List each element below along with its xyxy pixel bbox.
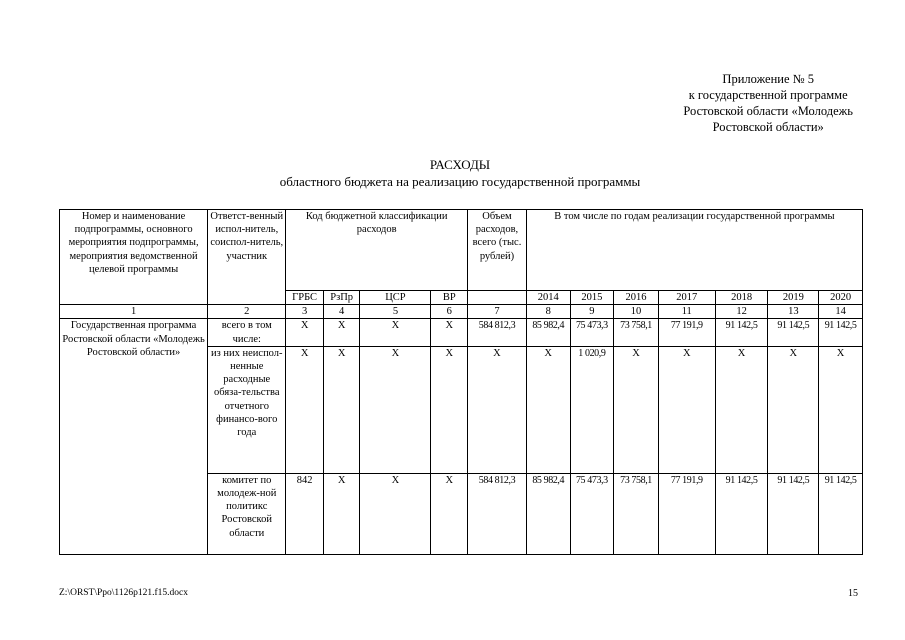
cell-rzpr: Х (323, 319, 360, 346)
table-row (60, 319, 863, 346)
document-title (0, 156, 905, 190)
appendix-line: к государственной программе (688, 88, 848, 102)
cell-csr: Х (360, 319, 431, 346)
col-number: 9 (570, 305, 614, 319)
col-number: 3 (286, 305, 324, 319)
cell-2016: 73 758,1 (614, 473, 659, 554)
row-responsible: комитет по молодеж-ной политикс Ростовской области (208, 473, 286, 554)
cell-2016: 73 758,1 (614, 319, 659, 346)
cell-grbs: 842 (286, 473, 324, 554)
header-name: Номер и наименование подпрограммы, основного мероприятия подпрограммы, мероприятия ведомственной целевой программы (60, 210, 208, 305)
cell-vr: Х (431, 319, 468, 346)
col-number: 5 (360, 305, 431, 319)
cell-2018: 91 142,5 (715, 319, 768, 346)
cell-vr: Х (431, 473, 468, 554)
cell-2015: 75 473,3 (570, 319, 614, 346)
cell-2017: Х (658, 346, 715, 473)
appendix-line: Ростовской области» (712, 120, 824, 134)
cell-2017: 77 191,9 (658, 319, 715, 346)
title-heading: РАСХОДЫ (429, 157, 491, 172)
cell-grbs: Х (286, 319, 324, 346)
appendix-line: Ростовской области «Молодежь (683, 104, 853, 118)
cell-csr: Х (360, 346, 431, 473)
footer-file-path: Z:\ORST\Ppo\1126p121.f15.docx (59, 588, 188, 598)
row-responsible: всего в том числе: (208, 319, 286, 346)
header-budget-code: Код бюджетной классификации расходов (286, 210, 468, 291)
cell-2019: 91 142,5 (768, 473, 819, 554)
title-subheading: областного бюджета на реализацию государственной программы (279, 174, 641, 189)
program-name: Государственная программа Ростовской области «Молодежь Ростовской области» (60, 319, 208, 554)
page-number: 15 (848, 588, 858, 599)
cell-total: Х (468, 346, 527, 473)
cell-2020: Х (819, 346, 863, 473)
header-year: 2019 (768, 291, 819, 305)
cell-2020: 91 142,5 (819, 319, 863, 346)
row-responsible: из них неиспол-ненные расходные обяза-тельства отчетного финансо-вого года (208, 346, 286, 473)
header-years: В том числе по годам реализации государственной программы (526, 210, 862, 291)
col-number: 12 (715, 305, 768, 319)
col-number: 14 (819, 305, 863, 319)
header-year: 2016 (614, 291, 659, 305)
cell-total: 584 812,3 (468, 319, 527, 346)
col-number: 1 (60, 305, 208, 319)
header-rzpr: РзПр (323, 291, 360, 305)
header-row (60, 210, 863, 291)
cell-vr: Х (431, 346, 468, 473)
header-responsible: Ответст-венный испол-нитель, соиспол-нитель, участник (208, 210, 286, 305)
col-number: 4 (323, 305, 360, 319)
header-grbs: ГРБС (286, 291, 324, 305)
cell-2015: 1 020,9 (570, 346, 614, 473)
cell-rzpr: Х (323, 346, 360, 473)
cell-grbs: Х (286, 346, 324, 473)
header-csr: ЦСР (360, 291, 431, 305)
cell-csr: Х (360, 473, 431, 554)
header-year: 2015 (570, 291, 614, 305)
header-year: 2014 (526, 291, 570, 305)
cell-2014: 85 982,4 (526, 319, 570, 346)
col-number: 8 (526, 305, 570, 319)
cell-2017: 77 191,9 (658, 473, 715, 554)
cell-2018: 91 142,5 (715, 473, 768, 554)
appendix-line: Приложение № 5 (722, 72, 814, 86)
col-number: 6 (431, 305, 468, 319)
header-year: 2017 (658, 291, 715, 305)
col-number: 10 (614, 305, 659, 319)
cell-rzpr: Х (323, 473, 360, 554)
cell-2019: Х (768, 346, 819, 473)
appendix-block (683, 71, 853, 135)
col-number: 2 (208, 305, 286, 319)
header-vr: ВР (431, 291, 468, 305)
col-number: 13 (768, 305, 819, 319)
cell-2016: Х (614, 346, 659, 473)
header-year: 2020 (819, 291, 863, 305)
cell-2014: Х (526, 346, 570, 473)
cell-total: 584 812,3 (468, 473, 527, 554)
header-year: 2018 (715, 291, 768, 305)
col-number: 7 (468, 305, 527, 319)
header-total-blank (468, 291, 527, 305)
cell-2014: 85 982,4 (526, 473, 570, 554)
header-total: Объем расходов, всего (тыс. рублей) (468, 210, 527, 291)
cell-2020: 91 142,5 (819, 473, 863, 554)
cell-2015: 75 473,3 (570, 473, 614, 554)
cell-2019: 91 142,5 (768, 319, 819, 346)
col-number: 11 (658, 305, 715, 319)
cell-2018: Х (715, 346, 768, 473)
column-number-row (60, 305, 863, 319)
expenses-table (59, 209, 863, 555)
